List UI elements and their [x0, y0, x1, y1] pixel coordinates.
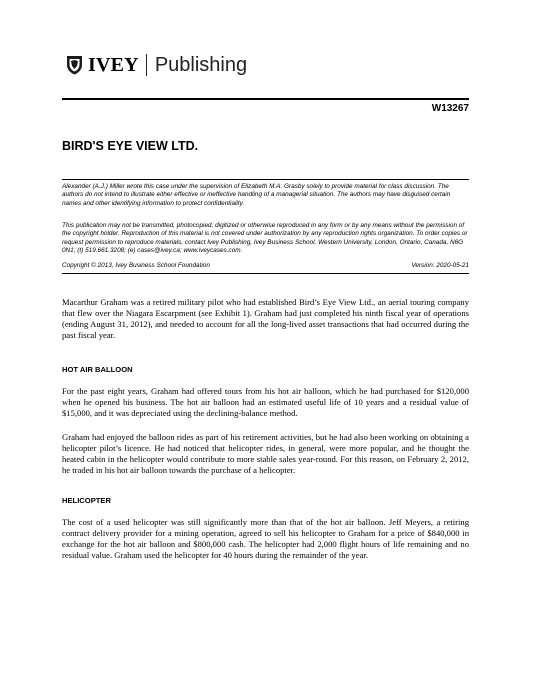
ivey-publishing-logo [66, 52, 247, 78]
section-heading: HELICOPTER [62, 496, 111, 505]
authorship-statement: Alexander (A.J.) Miller wrote this case under the supervision of Elizabeth M.A. Grasby solely to provide material for class discussion. The authors do not intend to illustrate either effective or ineffective handling of a managerial situation. The authors may have disguised certain names and other identifying information to protect confidentiality. [62, 183, 451, 207]
intro-paragraph: Macarthur Graham was a retired military pilot who had established Bird’s Eye View Ltd., an aerial touring company that flew over the Niagara Escarpment (see Exhibit 1). Graham had just completed his ninth fiscal year of operations (ending August 31, 2012), and needed to account for all the long-lived asset transactions that had occurred during the past fiscal year. [62, 297, 469, 340]
case-title: BIRD'S EYE VIEW LTD. [62, 139, 199, 153]
body-paragraph: The cost of a used helicopter was still significantly more than that of the hot air balloon. Jeff Meyers, a retiring contract delivery provider for a mining operation, agreed to sell his helicopter to Graham for a price of $840,000 in exchange for the hot air balloon and $800,000 cash. The helicopter had 2,000 flight hours of life remaining and no residual value. Graham used the helicopter for 40 hours during the remainder of the year. [62, 517, 469, 560]
body-paragraph: For the past eight years, Graham had offered tours from his hot air balloon, which he had purchased for $120,000 when he opened his business. The hot air balloon had an estimated useful life of 10 years and a residual value of $15,000, and it was depreciated using the declining-balance method. [62, 386, 469, 418]
front-matter-top-rule [62, 179, 469, 180]
copyright-text: Copyright © 2013, Ivey Business School Foundation [62, 262, 210, 269]
logo-separator [146, 54, 147, 76]
version-text: Version: 2020-05-21 [411, 262, 469, 269]
permissions-statement: This publication may not be transmitted, photocopied, digitized or otherwise reproduced in any form or by any means without the permission of the copyright holder. Reproduction of this material is not covered under authorization by any reproduction rights organization. To order copies or request permission to reproduce materials, contact Ivey Publishing, Ivey Business School, Western University, London, Ontario, Canada, N6G 0N1; (t) 519.661.3208; (e) cases@ivey.ca; www.iveycases.com. [62, 222, 468, 255]
crest-icon [66, 55, 83, 75]
copyright-row [62, 262, 469, 269]
logo-publishing-text: Publishing [154, 54, 248, 76]
body-paragraph: Graham had enjoyed the balloon rides as part of his retirement activities, but he had also been working on obtaining a helicopter pilot’s licence. He had noticed that helicopter rides, in general, were more popular, and he thought the heated cabin in the helicopter would contribute to more stable sales year-round. For this reason, on February 2, 2012, he traded in his hot air balloon towards the purchase of a helicopter. [62, 432, 469, 475]
section-heading: HOT AIR BALLOON [62, 365, 133, 374]
header-rule [62, 98, 469, 100]
case-number: W13267 [431, 103, 469, 114]
logo-wordmark: IVEY [88, 54, 139, 76]
front-matter-bottom-rule [62, 273, 469, 274]
